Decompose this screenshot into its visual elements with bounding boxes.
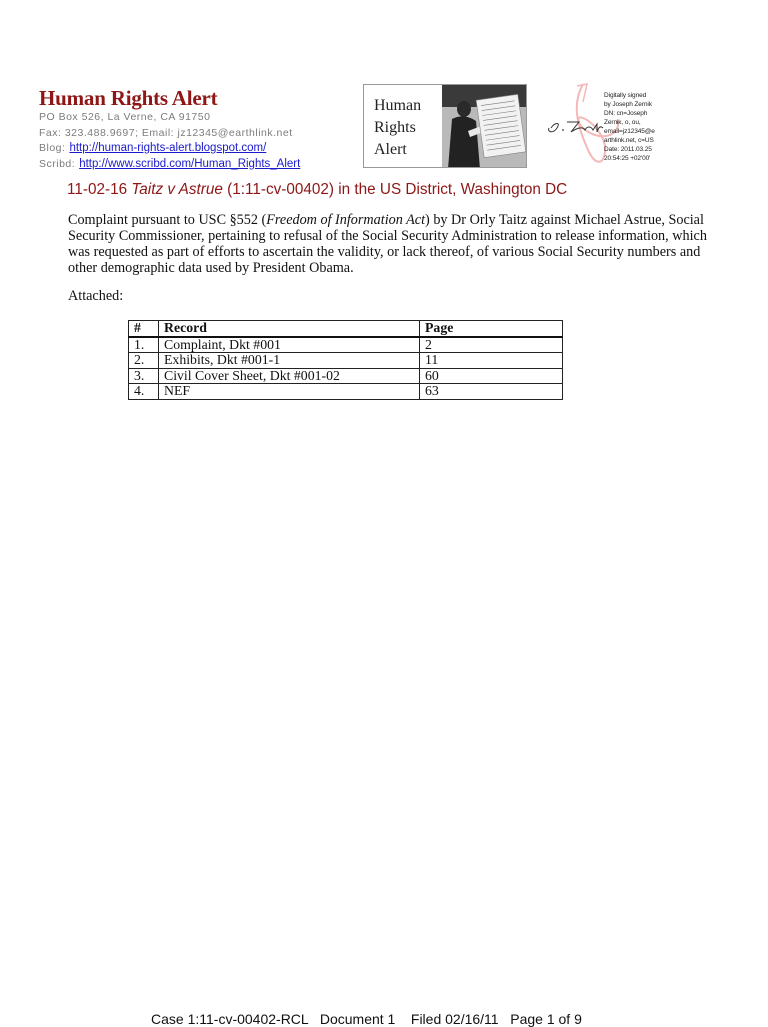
description-end: ) by Dr Orly Taitz against Michael Astrue, Social Security Commissioner, pertaining to refusal of the Social Security Administration to release information, which was requested as part of efforts to ascertain the validity, or lack thereof, of various Social Security numbers and other demographic data used by President Obama. bbox=[68, 212, 707, 276]
case-title bbox=[67, 181, 567, 199]
row-record: Exhibits, Dkt #001-1 bbox=[159, 353, 420, 369]
attached-label: Attached: bbox=[68, 288, 124, 304]
organization-name: Human Rights Alert bbox=[39, 86, 218, 110]
row-number: 4. bbox=[129, 384, 159, 400]
contact-block bbox=[39, 110, 300, 172]
logo-line-1: Human bbox=[374, 97, 422, 114]
row-page: 11 bbox=[420, 353, 563, 369]
row-page: 60 bbox=[420, 368, 563, 384]
header-number: # bbox=[129, 321, 159, 337]
table-row bbox=[129, 368, 563, 384]
logo-line-2: Rights bbox=[374, 119, 416, 136]
table-row bbox=[129, 384, 563, 400]
blog-label: Blog: bbox=[39, 142, 66, 154]
row-record: Civil Cover Sheet, Dkt #001-02 bbox=[159, 368, 420, 384]
row-record: Complaint, Dkt #001 bbox=[159, 337, 420, 353]
digital-signature-details: Digitally signed by Joseph Zernik DN: cn=Joseph Zernik, o, ou, email=jz12345@e arthlink.net, c=US Date: 2011.03.25 20:54:25 +02'00' bbox=[604, 92, 655, 162]
table-row bbox=[129, 337, 563, 353]
records-table bbox=[128, 320, 563, 400]
scribd-label: Scribd: bbox=[39, 157, 76, 170]
blog-line bbox=[39, 141, 300, 157]
logo-wordmark bbox=[374, 95, 421, 161]
court-filing-footer: Case 1:11-cv-00402-RCL Document 1 Filed 02/16/11 Page 1 of 9 bbox=[151, 1011, 582, 1027]
complaint-description bbox=[68, 212, 708, 276]
person-reading-declaration-image bbox=[442, 85, 527, 168]
scribd-line bbox=[39, 157, 300, 173]
case-name: Taitz v Astrue bbox=[131, 181, 223, 198]
case-date: 11-02-16 bbox=[67, 181, 128, 198]
table-row bbox=[129, 353, 563, 369]
header-page: Page bbox=[420, 321, 563, 337]
scribd-link[interactable]: http://www.scribd.com/Human_Rights_Alert bbox=[79, 157, 301, 170]
row-number: 3. bbox=[129, 368, 159, 384]
row-record: NEF bbox=[159, 384, 420, 400]
row-number: 1. bbox=[129, 337, 159, 353]
table-header-row bbox=[129, 321, 563, 337]
act-name: Freedom of Information Act bbox=[266, 212, 426, 228]
address-line: PO Box 526, La Verne, CA 91750 bbox=[39, 111, 211, 123]
logo-line-3: Alert bbox=[374, 141, 407, 158]
row-number: 2. bbox=[129, 353, 159, 369]
fax-email-line: Fax: 323.488.9697; Email: jz12345@earthlink.net bbox=[39, 126, 293, 139]
row-page: 2 bbox=[420, 337, 563, 353]
case-details: (1:11-cv-00402) in the US District, Washington DC bbox=[227, 181, 568, 198]
description-start: Complaint pursuant to USC §552 ( bbox=[68, 212, 267, 228]
blog-link[interactable]: http://human-rights-alert.blogspot.com/ bbox=[69, 142, 267, 154]
row-page: 63 bbox=[420, 384, 563, 400]
hra-logo bbox=[363, 84, 527, 168]
header-record: Record bbox=[159, 321, 420, 337]
